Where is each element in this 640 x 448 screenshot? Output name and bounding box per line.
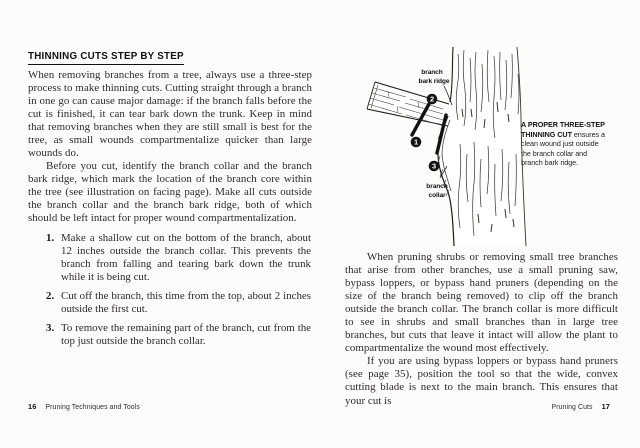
list-item [28, 322, 311, 348]
svg-text:collar: collar [428, 192, 446, 199]
left-paragraph-2: Before you cut, identify the branch collar and the branch bark ridge, which mark the location of the branch core within the tree (see illustration on facing page). Make all cuts outside the branch collar and the branch bark ridge, both of which should be left intact for proper wound compartmentalization. [28, 159, 312, 225]
list-item [28, 290, 311, 316]
list-item-text: Make a shallow cut on the bottom of the branch, about 12 inches outside the branch collar. This prevents the branch from falling and tearing bark down the trunk while it is being cut. [61, 232, 311, 284]
section-heading: THINNING CUTS STEP BY STEP [28, 51, 184, 65]
step-marker-3 [429, 161, 440, 172]
thinning-cut-illustration [350, 14, 532, 256]
left-footer-text: Pruning Techniques and Tools [45, 404, 140, 411]
right-page-column [345, 251, 618, 408]
figure-caption [521, 120, 606, 168]
figure-caption-lead: A PROPER THREE-STEP THINNING CUT [521, 120, 605, 139]
step-marker-2 [427, 94, 438, 105]
list-item-number: 3. [46, 322, 55, 335]
label-branch-collar [426, 166, 447, 199]
list-item [28, 232, 311, 284]
list-item-number: 1. [46, 232, 55, 245]
numbered-step-list [28, 232, 312, 348]
tree-trunk [438, 47, 526, 246]
left-page-number: 16 [28, 402, 37, 411]
right-footer [552, 402, 610, 411]
list-item-text: To remove the remaining part of the branch, cut from the top just outside the branch collar. [61, 322, 311, 348]
list-item-number: 2. [46, 290, 55, 303]
svg-text:branch: branch [426, 183, 448, 190]
svg-text:3: 3 [431, 161, 437, 171]
right-paragraph-2: If you are using bypass loppers or bypass hand pruners (see page 35), position the tool so that the wide, convex cutting blade is next to the main branch. This ensures that your cut is [345, 355, 618, 407]
svg-text:bark ridge: bark ridge [418, 78, 450, 85]
figure-caption-rest: ensures a clean wound just outside the branch collar and branch bark ridge. [521, 129, 605, 168]
svg-text:branch: branch [421, 69, 443, 76]
step-marker-1 [411, 137, 422, 148]
list-item-text: Cut off the branch, this time from the top, about 2 inches outside the first cut. [61, 290, 311, 316]
branch [367, 82, 450, 128]
svg-text:2: 2 [429, 94, 435, 104]
right-footer-text: Pruning Cuts [551, 404, 593, 411]
left-footer [28, 402, 140, 411]
right-paragraph-1: When pruning shrubs or removing small tree branches that arise from other branches, use a small pruning saw, bypass loppers, or bypass hand pruners (depending on the size of the branch being removed) to clip off the branch outside the branch collar. The branch collar is more difficult to see in shrubs and small branches than in large tree branches, but cuts that leave it intact will allow the plant to compartmentalize the wound most effectively. [345, 251, 618, 355]
left-paragraph-1: When removing branches from a tree, always use a three-step process to make thinning cuts. Cutting straight through a branch in one go can cause major damage: if the branch falls before the cut is finished, it can tear bark down the trunk. Keep in mind that removing branches when they are still small is best for the tree, as small wounds compartmentalize quicker than large wounds do. [28, 68, 312, 159]
left-page-column [28, 46, 312, 354]
right-page-number: 17 [601, 402, 610, 411]
svg-text:1: 1 [413, 137, 419, 147]
